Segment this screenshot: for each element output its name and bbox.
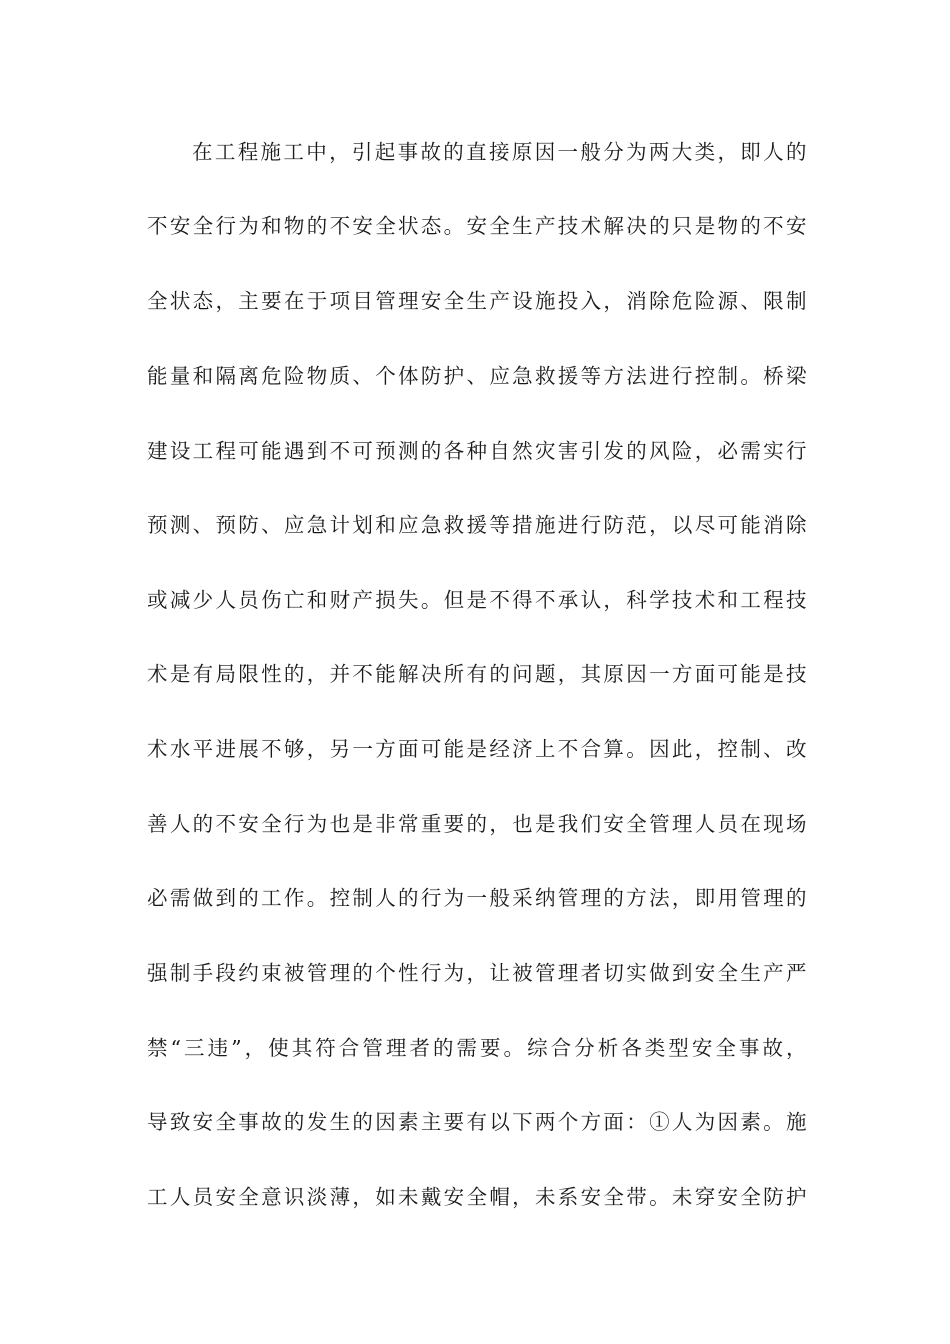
paragraph-line-11: 必需做到的工作。控制人的行为一般采纳管理的方法，即用管理的 xyxy=(147,886,807,910)
paragraph-line-7: 或减少人员伤亡和财产损失。但是不得不承认，科学技术和工程技 xyxy=(147,588,807,612)
paragraph-line-4: 能量和隔离危险物质、个体防护、应急救援等方法进行控制。桥梁 xyxy=(147,364,807,388)
paragraph-line-14: 导致安全事故的发生的因素主要有以下两个方面：①人为因素。施 xyxy=(147,1110,807,1134)
paragraph-line-13: 禁“三违”，使其符合管理者的需要。综合分析各类型安全事故， xyxy=(147,1036,807,1060)
paragraph-line-8: 术是有局限性的，并不能解决所有的问题，其原因一方面可能是技 xyxy=(147,662,807,686)
paragraph-line-5: 建设工程可能遇到不可预测的各种自然灾害引发的风险，必需实行 xyxy=(147,439,807,463)
paragraph-line-10: 善人的不安全行为也是非常重要的，也是我们安全管理人员在现场 xyxy=(147,812,807,836)
paragraph-line-3: 全状态，主要在于项目管理安全生产设施投入，消除危险源、限制 xyxy=(147,289,807,313)
paragraph-line-2: 不安全行为和物的不安全状态。安全生产技术解决的只是物的不安 xyxy=(147,214,807,238)
paragraph-line-9: 术水平进展不够，另一方面可能是经济上不合算。因此，控制、改 xyxy=(147,737,807,761)
paragraph-line-6: 预测、预防、应急计划和应急救援等措施进行防范，以尽可能消除 xyxy=(147,513,807,537)
paragraph-line-15: 工人员安全意识淡薄，如未戴安全帽，未系安全带。未穿安全防护 xyxy=(147,1185,807,1209)
paragraph-line-12: 强制手段约束被管理的个性行为，让被管理者切实做到安全生产严 xyxy=(147,961,807,985)
paragraph-line-1: 在工程施工中，引起事故的直接原因一般分为两大类，即人的 xyxy=(192,140,807,164)
